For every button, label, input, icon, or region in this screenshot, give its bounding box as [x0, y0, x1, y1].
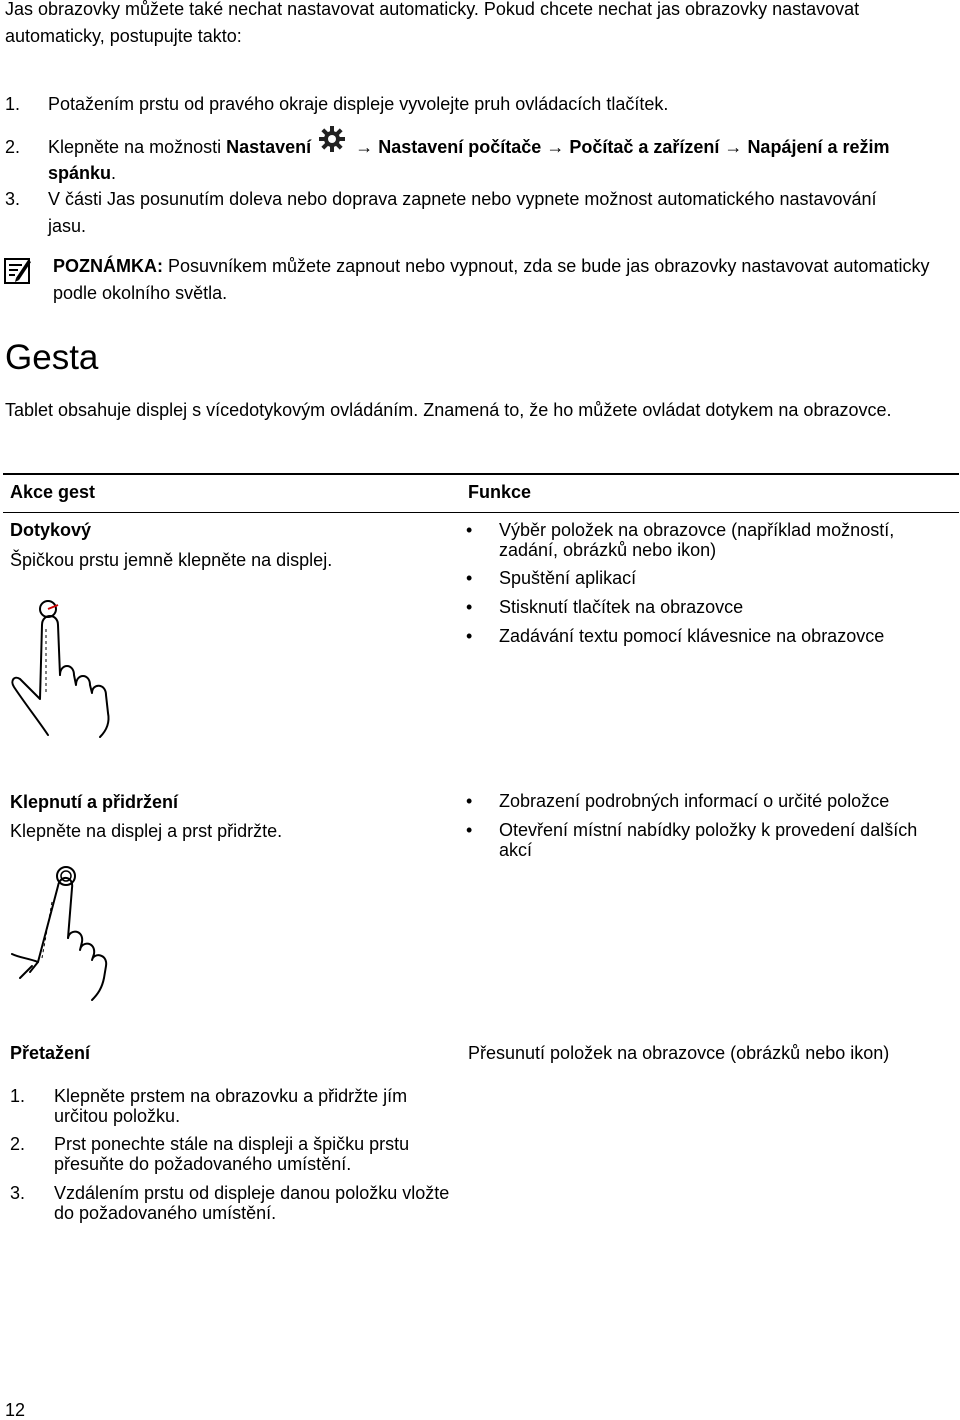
section-title: Gesta — [5, 338, 99, 377]
column-header-gesture: Akce gest — [10, 482, 96, 502]
note: POZNÁMKA: Posuvníkem můžete zapnout nebo vypnout, zda se bude jas obrazovky nastavovat automaticky podle okolního světla. — [53, 256, 930, 303]
intro-paragraph: Jas obrazovky můžete také nechat nastavovat automaticky. Pokud chcete nechat jas obrazovky nastavovat automaticky, postupujte takto: — [5, 0, 860, 46]
gesture-name: Klepnutí a přidržení — [10, 792, 179, 812]
page-number: 12 — [5, 1400, 26, 1420]
gesture-name: Přetažení — [10, 1043, 91, 1063]
gesture-name: Dotykový — [10, 520, 92, 540]
gesture-function: Přesunutí položek na obrazovce (obrázků nebo ikon) — [468, 1043, 890, 1063]
table-top-rule — [3, 473, 959, 475]
section-paragraph: Tablet obsahuje displej s vícedotykovým ovládáním. Znamená to, že ho můžete ovládat dotykem na obrazovce. — [5, 400, 892, 420]
gear-icon — [316, 135, 350, 153]
column-header-function: Funkce — [468, 482, 532, 502]
note-icon — [4, 256, 32, 284]
table-header-rule — [3, 512, 959, 513]
gesture-description: Špičkou prstu jemně klepněte na displej. — [10, 550, 333, 570]
gesture-description: Klepněte na displej a prst přidržte. — [10, 821, 283, 841]
